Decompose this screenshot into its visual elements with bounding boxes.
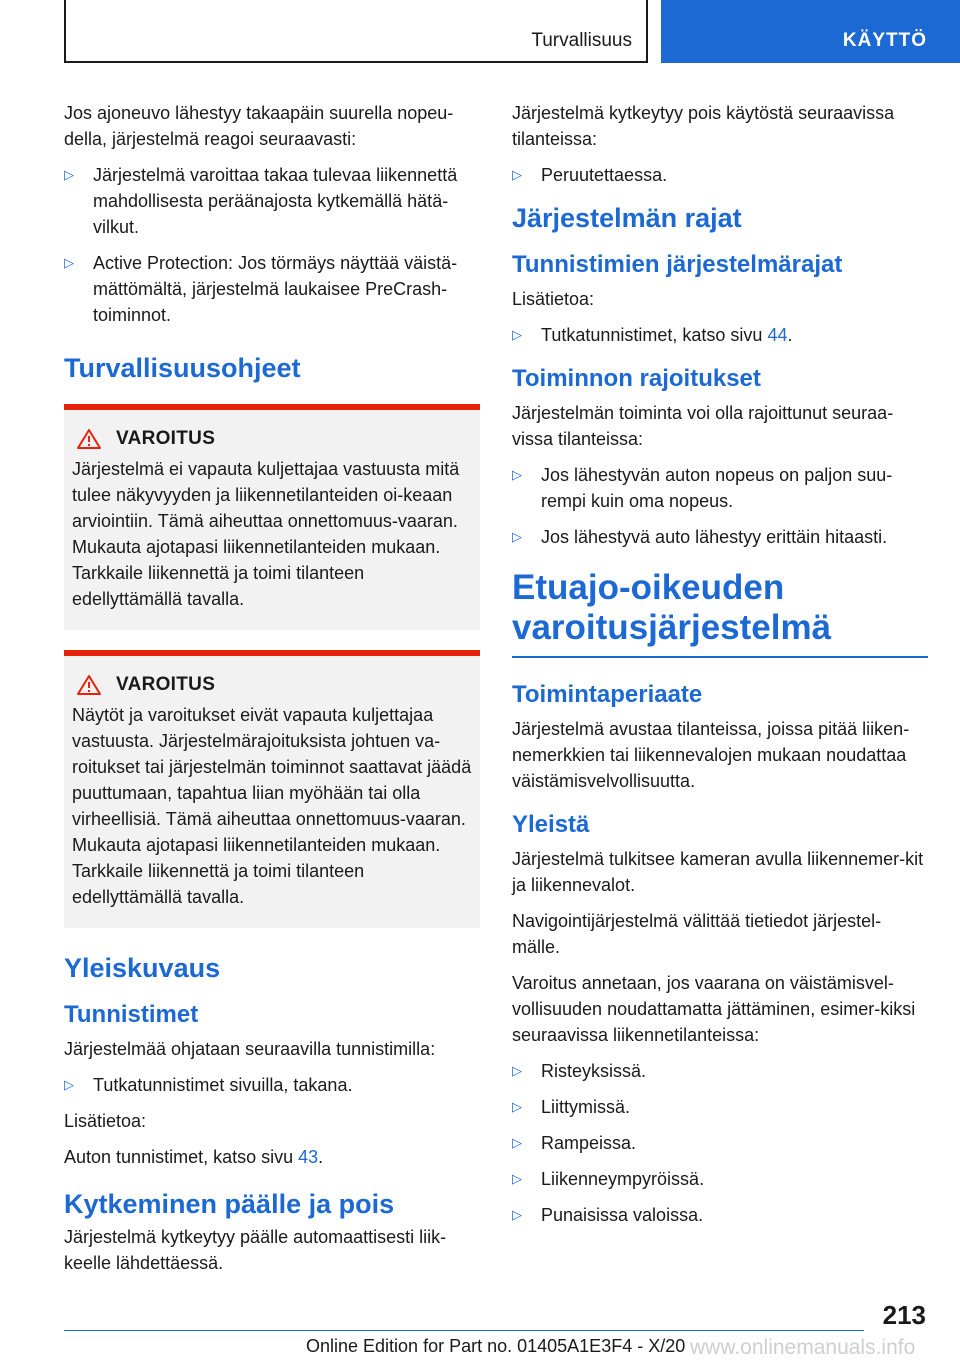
triangle-bullet-icon: ▷ — [512, 1171, 522, 1186]
overview-heading: Yleiskuvaus — [64, 953, 221, 983]
triangle-bullet-icon: ▷ — [512, 1099, 522, 1114]
general-paragraph: Navigointijärjestelmä välittää tietiedot järjestel-mälle. — [512, 911, 882, 957]
footer-divider — [64, 1330, 864, 1331]
triangle-bullet-icon: ▷ — [512, 1063, 522, 1078]
triangle-bullet-icon: ▷ — [64, 167, 74, 182]
left-column — [64, 100, 480, 1286]
more-info-label: Lisätietoa: — [64, 1111, 147, 1131]
list-item: ▷ Jos lähestyvän auton nopeus on paljon suu-rempi kuin oma nopeus. — [512, 462, 928, 514]
warning-triangle-icon — [76, 428, 102, 450]
function-limits-paragraph: Järjestelmän toiminta voi olla rajoittunut seuraa-vissa tilanteissa: — [512, 403, 894, 449]
warning-text: Näytöt ja varoitukset eivät vapauta kuljettajaa vastuusta. Järjestelmärajoituksista johtuen va-roitukset tai järjestelmän toiminnot saattavat jäädä puuttumaan, tapahtua liian myöhään tai olla virheellisiä. Tämä aiheuttaa onnettomuus-vaaran. Mukauta ajotapasi liikennetilanteiden mukaan. Tarkkaile liikennettä ja toimi tilanteen edellyttämällä tavalla. — [72, 705, 472, 907]
general-paragraph: Varoitus annetaan, jos vaarana on väistämisvel-vollisuuden noudattamatta jättäminen, esimer-kiksi seuraavissa liikennetilanteissa: — [512, 973, 916, 1045]
warning-box — [64, 404, 480, 630]
function-limits-bullet-list — [512, 462, 928, 550]
function-limits-heading: Toiminnon rajoitukset — [512, 365, 761, 392]
warning-triangle-icon — [76, 674, 102, 696]
list-item: ▷ Punaisissa valoissa. — [512, 1202, 928, 1228]
list-item: ▷ Järjestelmä varoittaa takaa tulevaa liikennettä mahdollisesta peräänajosta kytkemällä hätä-vilkut. — [64, 162, 480, 240]
triangle-bullet-icon: ▷ — [512, 1135, 522, 1150]
warning-title: VAROITUS — [116, 428, 216, 449]
list-item: ▷ Jos lähestyvä auto lähestyy erittäin hitaasti. — [512, 524, 928, 550]
principle-paragraph: Järjestelmä avustaa tilanteissa, joissa pitää liiken-nemerkkien tai liikennevalojen mukaan noudattaa väistämisvelvollisuutta. — [512, 719, 910, 791]
triangle-bullet-icon: ▷ — [64, 1077, 74, 1092]
page-number: 213 — [882, 1300, 926, 1330]
general-heading: Yleistä — [512, 811, 590, 838]
safety-heading: Turvallisuusohjeet — [64, 353, 301, 383]
list-item: ▷ Liittymissä. — [512, 1094, 928, 1120]
more-info-label: Lisätietoa: — [512, 289, 595, 309]
situations-bullet-list — [512, 1058, 928, 1228]
list-item: ▷ Rampeissa. — [512, 1130, 928, 1156]
list-item: ▷ Active Protection: Jos törmäys näyttää väistä-mättömältä, järjestelmä laukaisee PreCrash-toiminnot. — [64, 250, 480, 328]
list-item: ▷ Risteyksissä. — [512, 1058, 928, 1084]
limits-heading: Järjestelmän rajat — [512, 203, 742, 233]
list-item: ▷ Peruutettaessa. — [512, 162, 928, 188]
list-item: ▷ Tutkatunnistimet, katso sivu 44. — [512, 322, 928, 348]
main-section-heading: Etuajo-oikeuden varoitusjärjestelmä — [512, 568, 928, 658]
header-chapter-tab — [661, 0, 960, 63]
triangle-bullet-icon: ▷ — [64, 255, 74, 270]
activation-heading: Kytkeminen päälle ja pois — [64, 1189, 395, 1219]
general-paragraph: Järjestelmä tulkitsee kameran avulla liikennemer-kit ja liikennevalot. — [512, 849, 924, 895]
header-chapter-title: KÄYTTÖ — [842, 30, 927, 51]
list-item: ▷ Liikenneympyröissä. — [512, 1166, 928, 1192]
activation-paragraph: Järjestelmä kytkeytyy päälle automaattisesti liik-keelle lähdettäessä. — [64, 1227, 447, 1273]
sensors-heading: Tunnistimet — [64, 1001, 199, 1028]
header-section-box — [64, 0, 648, 63]
sensor-limits-heading: Tunnistimien järjestelmärajat — [512, 251, 843, 278]
footer-edition: Online Edition for Part no. 01405A1E3F4 - X/20 — [306, 1336, 686, 1356]
triangle-bullet-icon: ▷ — [512, 467, 522, 482]
triangle-bullet-icon: ▷ — [512, 1207, 522, 1222]
page-link[interactable]: 44 — [767, 325, 788, 345]
triangle-bullet-icon: ▷ — [512, 529, 522, 544]
triangle-bullet-icon: ▷ — [512, 327, 522, 342]
page-link[interactable]: 43 — [298, 1147, 319, 1167]
sensors-bullet-list — [64, 1072, 480, 1098]
intro-paragraph: Jos ajoneuvo lähestyy takaapäin suurella nopeu-della, järjestelmä reagoi seuraavasti: — [64, 103, 454, 149]
triangle-bullet-icon: ▷ — [512, 167, 522, 182]
sensor-reference: Auton tunnistimet, katso sivu 43. — [64, 1147, 324, 1167]
watermark-logo: www.onlinemanuals.info — [690, 1336, 916, 1359]
header-section-title: Turvallisuus — [531, 30, 632, 51]
deactivation-bullet-list — [512, 162, 928, 188]
deactivation-paragraph: Järjestelmä kytkeytyy pois käytöstä seuraavissa tilanteissa: — [512, 103, 895, 149]
sensors-paragraph: Järjestelmää ohjataan seuraavilla tunnistimilla: — [64, 1039, 436, 1059]
warning-box — [64, 650, 480, 928]
list-item: ▷ Tutkatunnistimet sivuilla, takana. — [64, 1072, 480, 1098]
right-column — [512, 100, 928, 1238]
radar-bullet-list — [512, 322, 928, 348]
warning-text: Järjestelmä ei vapauta kuljettajaa vastuusta mitä tulee näkyvyyden ja liikennetilanteiden oi-keaan arviointiin. Tämä aiheuttaa onnettomuus-vaaran. Mukauta ajotapasi liikennetilanteiden mukaan. Tarkkaile liikennettä ja toimi tilanteen edellyttämällä tavalla. — [72, 459, 460, 609]
warning-title: VAROITUS — [116, 674, 216, 695]
principle-heading: Toimintaperiaate — [512, 681, 703, 708]
intro-bullet-list — [64, 162, 480, 328]
